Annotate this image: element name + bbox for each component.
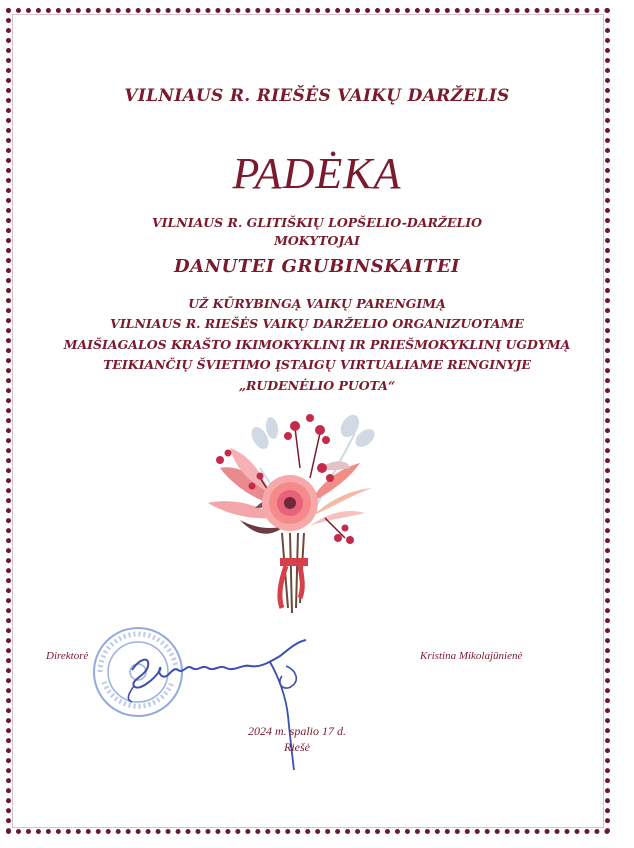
flower-bouquet-icon bbox=[200, 408, 390, 628]
director-label: Direktorė bbox=[46, 650, 89, 662]
signature-icon bbox=[110, 636, 330, 776]
issue-date: 2024 m. spalio 17 d. bbox=[247, 724, 346, 738]
body-line: TEIKIANČIŲ ŠVIETIMO ĮSTAIGŲ VIRTUALIAME RENGINYJE bbox=[103, 357, 531, 372]
issue-place: Riešė bbox=[284, 740, 310, 754]
recipient-institution: VILNIAUS R. GLITIŠKIŲ LOPŠELIO-DARŽELIO bbox=[151, 215, 483, 230]
director-name: Kristina Mikolajūnienė bbox=[420, 650, 523, 662]
body-line: MAIŠIAGALOS KRAŠTO IKIMOKYKLINĮ IR PRIEŠMOKYKLINĮ UGDYMĄ bbox=[63, 337, 571, 352]
body-line: VILNIAUS R. RIEŠĖS VAIKŲ DARŽELIO ORGANIZUOTAME bbox=[110, 316, 524, 331]
recipient-name: DANUTEI GRUBINSKAITEI bbox=[174, 256, 460, 277]
certificate-title: PADĖKA bbox=[232, 149, 402, 198]
recipient-role: MOKYTOJAI bbox=[274, 233, 360, 248]
event-name: „RUDENĖLIO PUOTA“ bbox=[238, 378, 396, 393]
school-name: VILNIAUS R. RIEŠĖS VAIKŲ DARŽELIS bbox=[124, 86, 510, 106]
body-line: UŽ KŪRYBINGĄ VAIKŲ PARENGIMĄ bbox=[188, 296, 446, 311]
